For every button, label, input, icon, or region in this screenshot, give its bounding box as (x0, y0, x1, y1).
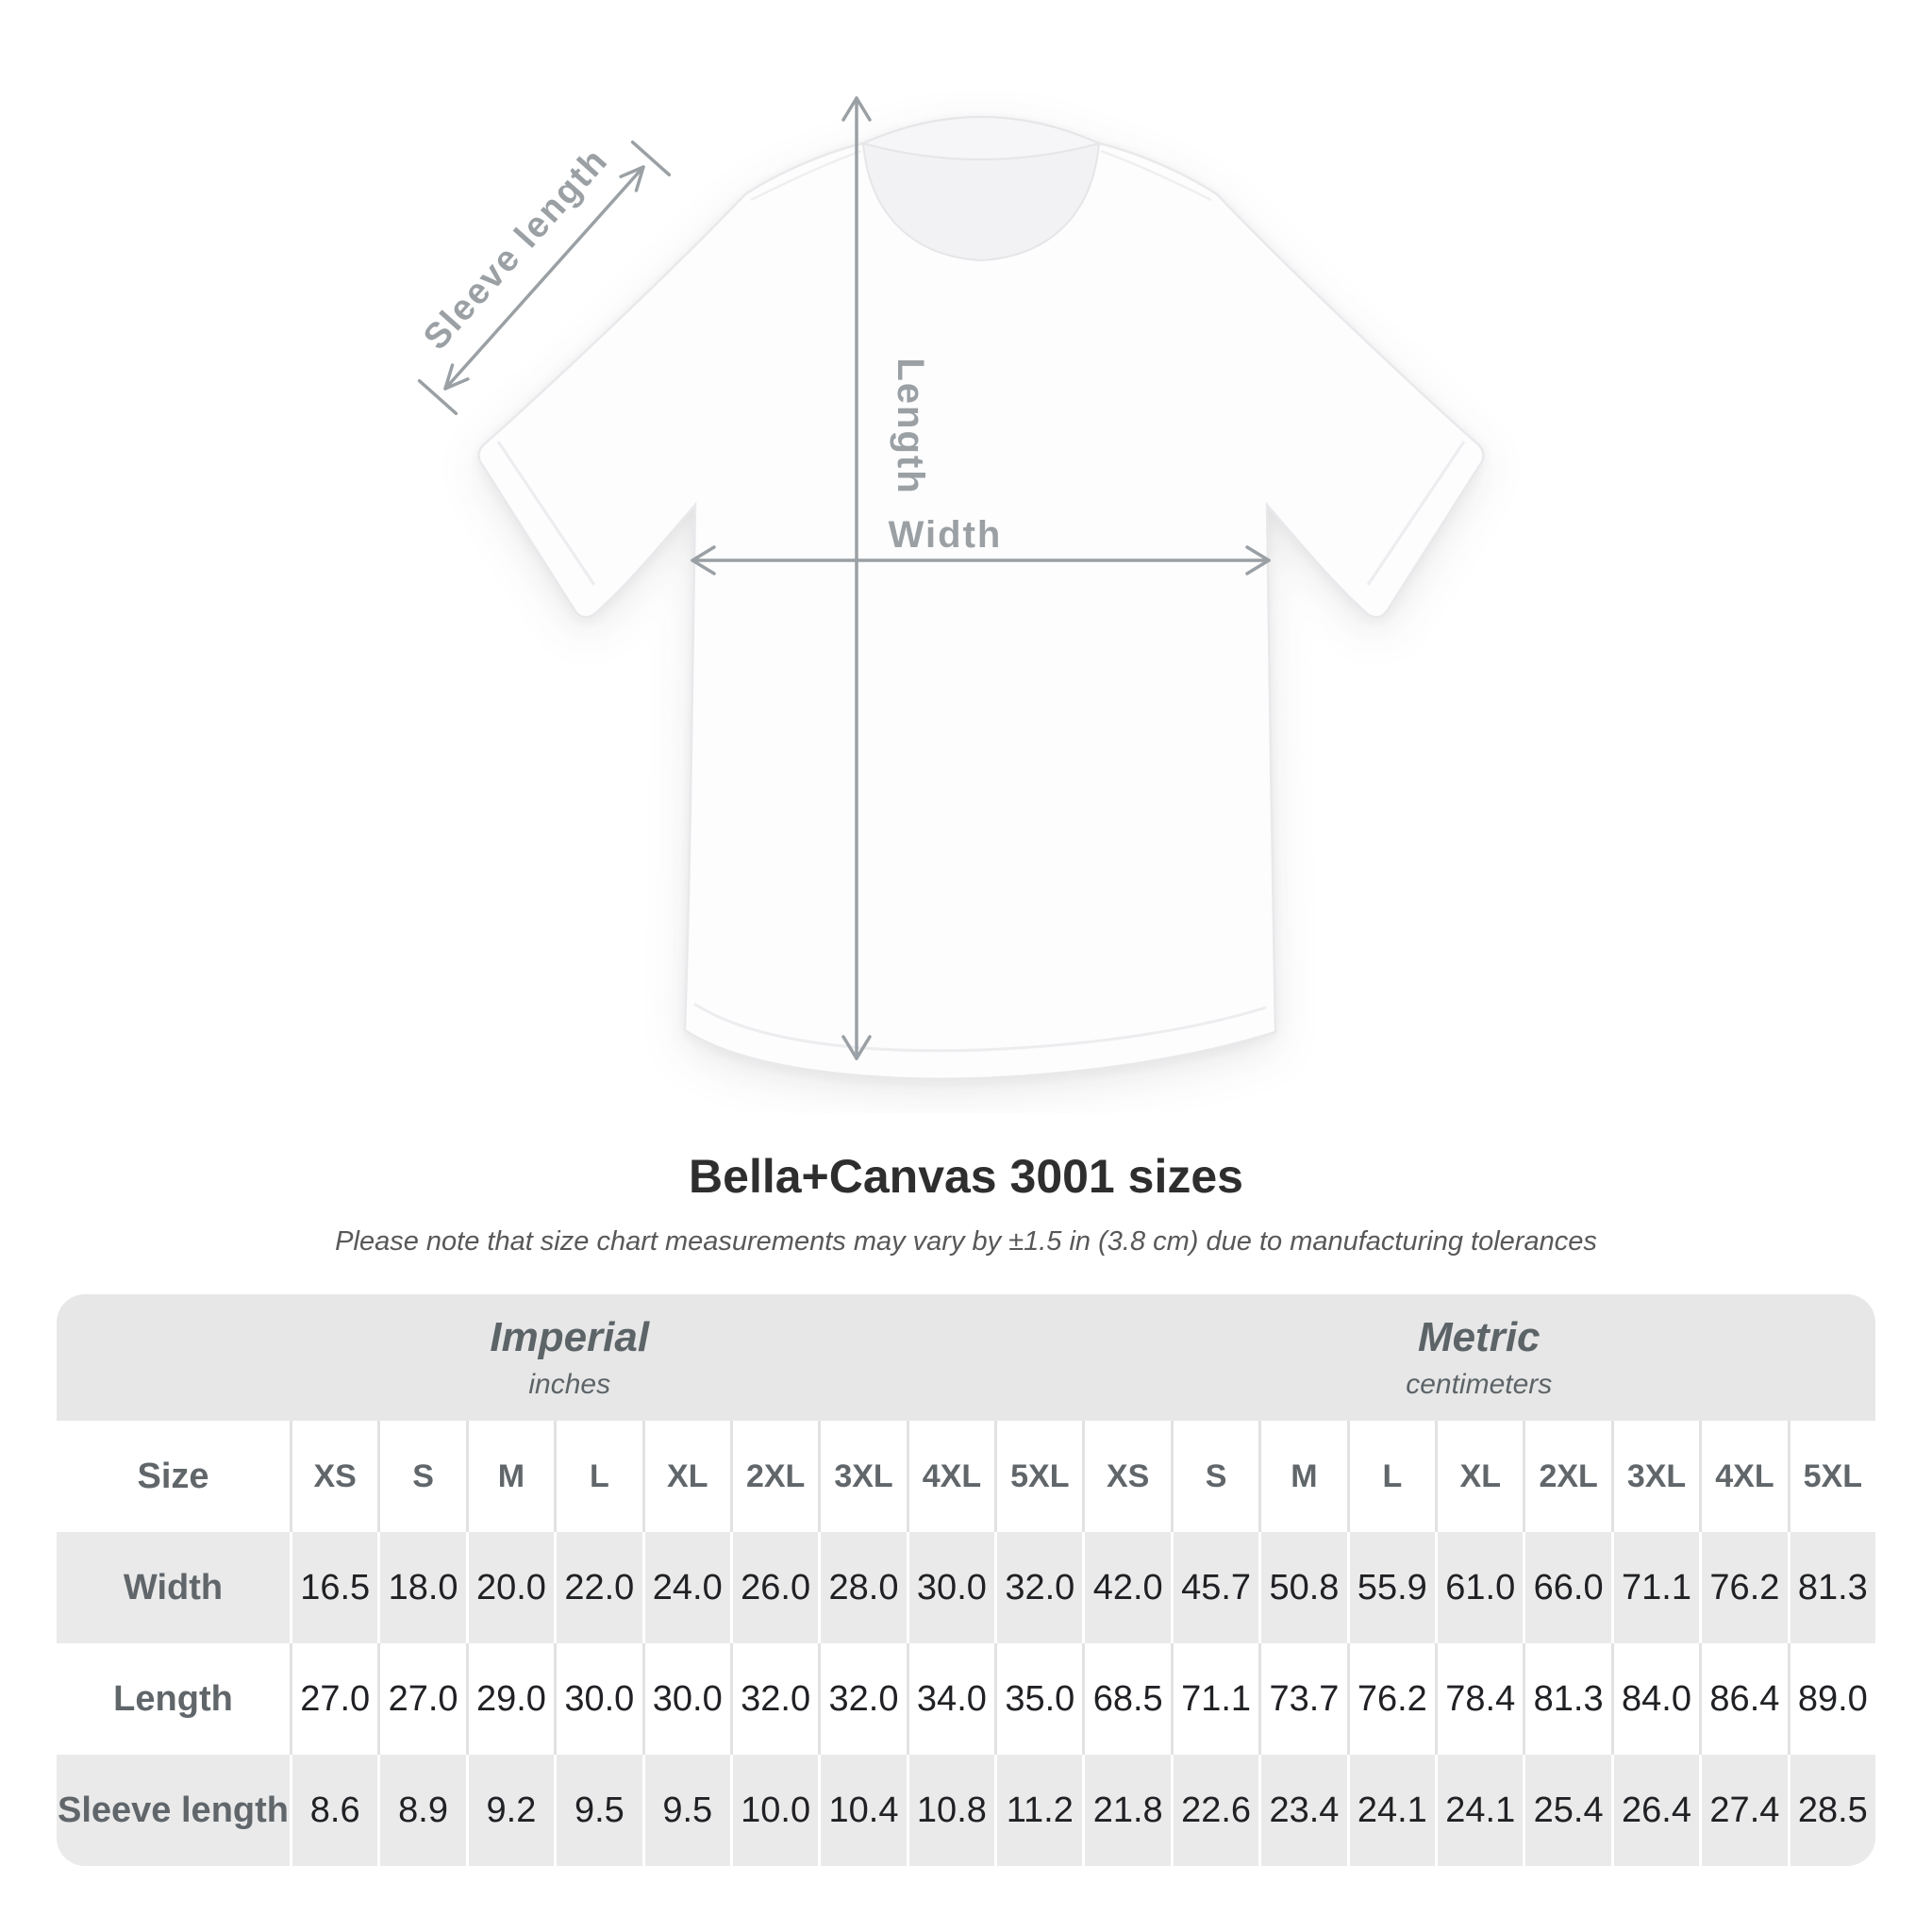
table-cell: 20.0 (466, 1532, 554, 1643)
table-cell: 26.4 (1611, 1755, 1699, 1866)
page-title: Bella+Canvas 3001 sizes (689, 1150, 1243, 1203)
length-label: Length (890, 358, 931, 495)
table-cell: 22.0 (554, 1532, 641, 1643)
size-header-imperial-s: S (377, 1421, 465, 1532)
size-header-imperial-5xl: 5XL (994, 1421, 1082, 1532)
table-cell: 71.1 (1171, 1643, 1258, 1755)
size-header-imperial-4xl: 4XL (907, 1421, 994, 1532)
size-header-metric-xl: XL (1435, 1421, 1523, 1532)
table-cell: 78.4 (1435, 1643, 1523, 1755)
size-header-metric-l: L (1347, 1421, 1435, 1532)
sleeve-length-label: Sleeve length (416, 140, 617, 358)
size-header-metric-4xl: 4XL (1699, 1421, 1787, 1532)
table-cell: 10.4 (818, 1755, 906, 1866)
tshirt-illustration (479, 117, 1484, 1079)
row-label: Width (57, 1532, 290, 1643)
table-cell: 61.0 (1435, 1532, 1523, 1643)
imperial-title: Imperial (490, 1314, 650, 1360)
size-header-metric-3xl: 3XL (1611, 1421, 1699, 1532)
table-cell: 76.2 (1699, 1532, 1787, 1643)
table-cell: 10.0 (730, 1755, 818, 1866)
imperial-units: inches (528, 1369, 611, 1400)
table-cell: 9.5 (554, 1755, 641, 1866)
size-header-metric-s: S (1171, 1421, 1258, 1532)
table-cell: 28.0 (818, 1532, 906, 1643)
table-cell: 27.0 (377, 1643, 465, 1755)
size-header-imperial-xs: XS (290, 1421, 377, 1532)
size-header-imperial-xl: XL (642, 1421, 730, 1532)
table-cell: 11.2 (994, 1755, 1082, 1866)
size-header-metric-2xl: 2XL (1523, 1421, 1610, 1532)
table-cell: 32.0 (994, 1532, 1082, 1643)
table-cell: 8.9 (377, 1755, 465, 1866)
table-cell: 9.2 (466, 1755, 554, 1866)
table-cell: 34.0 (907, 1643, 994, 1755)
table-cell: 71.1 (1611, 1532, 1699, 1643)
table-cell: 76.2 (1347, 1643, 1435, 1755)
table-cell: 23.4 (1258, 1755, 1346, 1866)
table-cell: 55.9 (1347, 1532, 1435, 1643)
size-table (57, 1294, 1875, 1866)
table-cell: 81.3 (1523, 1643, 1610, 1755)
table-cell: 42.0 (1082, 1532, 1170, 1643)
table-cell: 32.0 (730, 1643, 818, 1755)
size-header-metric-m: M (1258, 1421, 1346, 1532)
table-cell: 84.0 (1611, 1643, 1699, 1755)
table-cell: 29.0 (466, 1643, 554, 1755)
table-cell: 28.5 (1788, 1755, 1875, 1866)
table-cell: 27.0 (290, 1643, 377, 1755)
size-header-imperial-l: L (554, 1421, 641, 1532)
table-cell: 10.8 (907, 1755, 994, 1866)
table-cell: 81.3 (1788, 1532, 1875, 1643)
table-cell: 25.4 (1523, 1755, 1610, 1866)
table-cell: 73.7 (1258, 1643, 1346, 1755)
table-cell: 30.0 (907, 1532, 994, 1643)
size-header-imperial-3xl: 3XL (818, 1421, 906, 1532)
table-cell: 32.0 (818, 1643, 906, 1755)
table-cell: 68.5 (1082, 1643, 1170, 1755)
table-cell: 26.0 (730, 1532, 818, 1643)
table-cell: 21.8 (1082, 1755, 1170, 1866)
table-cell: 30.0 (554, 1643, 641, 1755)
tshirt-size-diagram (358, 47, 1585, 1113)
table-cell: 18.0 (377, 1532, 465, 1643)
metric-units: centimeters (1406, 1369, 1553, 1400)
table-cell: 35.0 (994, 1643, 1082, 1755)
metric-title: Metric (1417, 1314, 1541, 1360)
size-header-imperial-m: M (466, 1421, 554, 1532)
table-cell: 9.5 (642, 1755, 730, 1866)
table-cell: 50.8 (1258, 1532, 1346, 1643)
table-cell: 22.6 (1171, 1755, 1258, 1866)
table-cell: 27.4 (1699, 1755, 1787, 1866)
size-header-metric-xs: XS (1082, 1421, 1170, 1532)
table-cell: 24.0 (642, 1532, 730, 1643)
row-label: Length (57, 1643, 290, 1755)
table-cell: 24.1 (1347, 1755, 1435, 1866)
table-cell: 30.0 (642, 1643, 730, 1755)
width-label: Width (888, 514, 1003, 556)
page-subtitle: Please note that size chart measurements may vary by ±1.5 in (3.8 cm) due to manufacturing tolerances (335, 1226, 1597, 1257)
table-cell: 8.6 (290, 1755, 377, 1866)
table-cell: 16.5 (290, 1532, 377, 1643)
row-label: Sleeve length (57, 1755, 290, 1866)
table-cell: 45.7 (1171, 1532, 1258, 1643)
table-cell: 86.4 (1699, 1643, 1787, 1755)
size-header-metric-5xl: 5XL (1788, 1421, 1875, 1532)
imperial-section-header (57, 1294, 1082, 1421)
table-cell: 66.0 (1523, 1532, 1610, 1643)
table-cell: 24.1 (1435, 1755, 1523, 1866)
metric-section-header (1082, 1294, 1875, 1421)
size-header-imperial-2xl: 2XL (730, 1421, 818, 1532)
table-cell: 89.0 (1788, 1643, 1875, 1755)
size-column-header: Size (57, 1421, 290, 1532)
